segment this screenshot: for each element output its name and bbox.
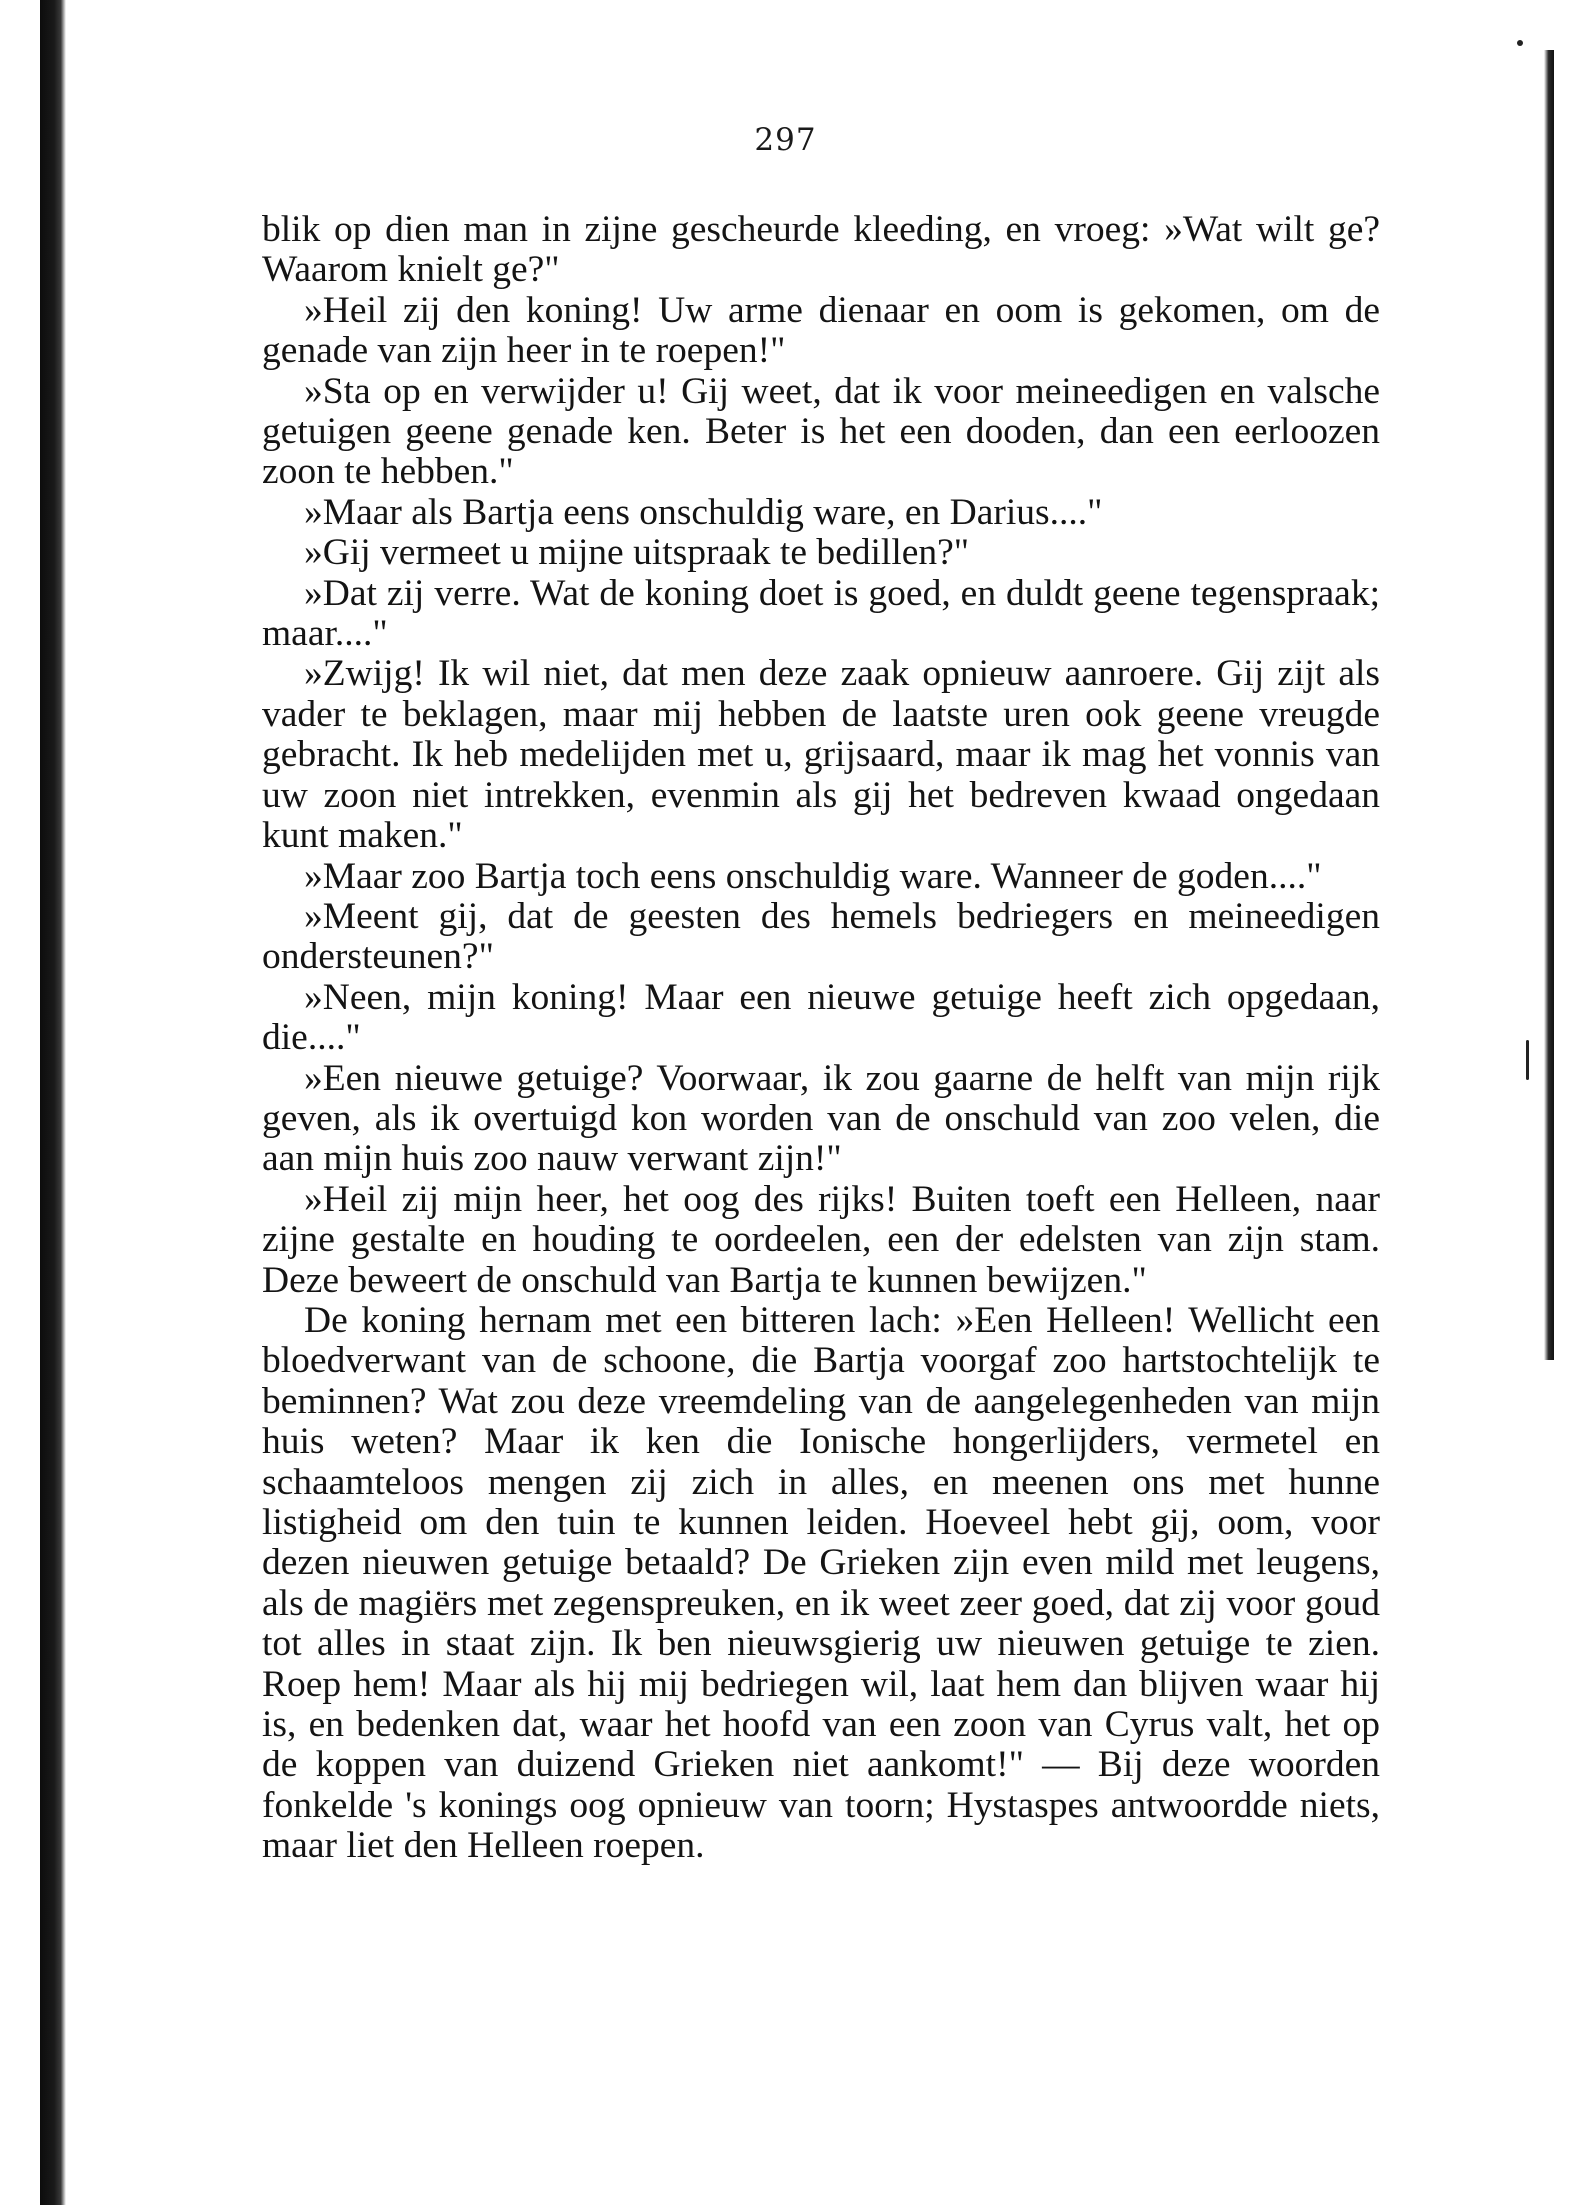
scan-binding-shadow-left [40, 0, 66, 2205]
body-text [262, 210, 1380, 1867]
paragraph: »Dat zij verre. Wat de koning doet is goed, en duldt geene tegenspraak; maar...." [262, 572, 1380, 655]
paragraph: »Heil zij den koning! Uw arme dienaar en oom is gekomen, om de genade van zijn heer in te roepen!" [262, 289, 1380, 372]
scan-edge-shadow-right [1544, 50, 1554, 1360]
paragraph: »Sta op en verwijder u! Gij weet, dat ik voor meineedigen en valsche getuigen geene genade ken. Beter is het een dooden, dan een eerloozen zoon te hebben." [262, 370, 1380, 493]
paragraph: »Maar als Bartja eens onschuldig ware, en Darius...." [304, 491, 1103, 533]
scan-mark [1526, 1040, 1529, 1080]
paragraph: blik op dien man in zijne gescheurde kleeding, en vroeg: »Wat wilt ge? Waarom knielt ge?" [262, 209, 1380, 291]
paragraph: »Meent gij, dat de geesten des hemels bedriegers en meineedigen ondersteunen?" [262, 895, 1380, 978]
paragraph: »Zwijg! Ik wil niet, dat men deze zaak opnieuw aanroere. Gij zijt als vader te beklagen, maar mij hebben de laatste uren ook geene vreugde gebracht. Ik heb medelijden met u, grijsaard, maar ik mag het vonnis van uw zoon niet intrekken, evenmin als gij het bedreven kwaad ongedaan kunt maken." [262, 653, 1380, 857]
paragraph: »Neen, mijn koning! Maar een nieuwe getuige heeft zich opgedaan, die...." [262, 976, 1380, 1059]
paragraph: »Heil zij mijn heer, het oog des rijks! Buiten toeft een Helleen, naar zijne gestalte en houding te oordeelen, een der edelsten van zijn stam. Deze beweert de onschuld van Bartja te kunnen bewijzen." [262, 1178, 1380, 1301]
paragraph: De koning hernam met een bitteren lach: »Een Helleen! Wellicht een bloedverwant van de schoone, die Bartja voorgaf zoo hartstochtelijk te beminnen? Wat zou deze vreemdeling van de aangelegenheden van mijn huis weten? Maar ik ken die Ionische hongerlijders, vermetel en schaamteloos mengen zij zich in alles, en meenen ons met hunne listigheid om den tuin te kunnen leiden. Hoeveel hebt gij, oom, voor dezen nieuwen getuige betaald? De Grieken zijn even mild met leugens, als de magiërs met zegenspreuken, en ik weet zeer goed, dat zij voor goud tot alles in staat zijn. Ik ben nieuwsgierig uw nieuwen getuige te zien. Roep hem! Maar als hij mij bedriegen wil, laat hem dan blijven waar hij is, en bedenken dat, waar het hoofd van een zoon van Cyrus valt, het op de koppen van duizend Grieken niet aankomt!" — Bij deze woorden fonkelde 's konings oog opnieuw van toorn; Hystaspes antwoordde niets, maar liet den Helleen roepen. [262, 1299, 1380, 1867]
paragraph: »Maar zoo Bartja toch eens onschuldig ware. Wanneer de goden...." [304, 855, 1322, 897]
paragraph: »Een nieuwe getuige? Voorwaar, ik zou gaarne de helft van mijn rijk geven, als ik overtuigd kon worden van de onschuld van zoo velen, die aan mijn huis zoo nauw verwant zijn!" [262, 1057, 1380, 1180]
scan-dust-speck [1517, 40, 1523, 46]
page-number: 297 [754, 122, 817, 158]
paragraph: »Gij vermeet u mijne uitspraak te bedillen?" [304, 532, 970, 574]
